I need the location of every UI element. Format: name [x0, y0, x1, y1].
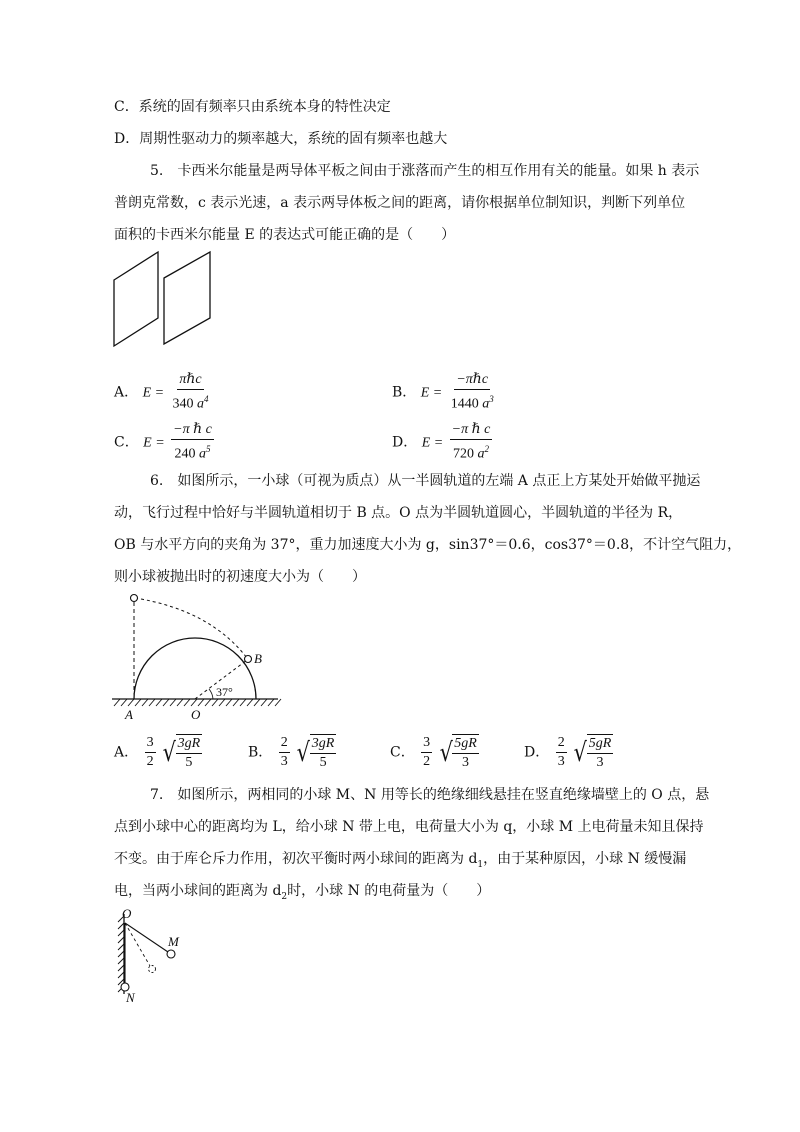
q5-option-b[interactable]: [392, 372, 496, 413]
parallel-plates-figure: [112, 248, 222, 348]
q7-line-3-tail: ，由于某种原因，小球 N 缓慢漏: [483, 851, 687, 867]
q5-line-3: 面积的卡西米尔能量 E 的表达式可能正确的是（ ）: [114, 227, 456, 243]
q5-option-d-fraction: [450, 422, 493, 463]
q5-option-b-lhs: E =: [420, 385, 443, 401]
q5-option-c-label: C．: [114, 434, 139, 451]
label-n: N: [126, 990, 135, 1005]
q5-option-a-fraction: [171, 372, 211, 413]
q7-line-3-text: 不变。由于库仑斥力作用，初次平衡时两小球间的距离为 d: [114, 851, 478, 867]
angle-arc: [209, 689, 213, 699]
q5-option-c-den: 240 $a^5$: [174, 444, 211, 462]
launch-ball: [131, 595, 138, 602]
q6-option-a[interactable]: [114, 734, 202, 771]
q6-line-3: OB 与水平方向的夹角为 37°，重力加速度大小为 g，sin37°＝0.6，cos37°＝0.8，不计空气阻力，: [114, 537, 742, 553]
q5-option-a-num: πℏc: [177, 372, 203, 390]
q5-option-d-label: D．: [392, 434, 418, 451]
q6-line-4: 则小球被抛出时的初速度大小为（ ）: [114, 569, 366, 585]
q5-option-d-lhs: E =: [421, 435, 444, 451]
label-angle: 37°: [216, 685, 233, 699]
ball-m: [167, 950, 175, 958]
option-d-text: D．周期性驱动力的频率越大，系统的固有频率也越大: [114, 131, 448, 147]
q6-option-c-coef: $\frac{3}{2}$: [423, 735, 431, 769]
q6-option-c[interactable]: [390, 734, 479, 771]
q6-option-c-label: C．: [390, 744, 415, 761]
q7-line-4-tail: 时，小球 N 的电荷量为（ ）: [287, 883, 491, 899]
string-dashed: [125, 923, 150, 966]
q7-line-1: 7. 如图所示，两相同的小球 M、N 用等长的绝缘细线悬挂在竖直绝缘墙壁上的 O 点，悬: [150, 787, 710, 803]
q7-line-3: [114, 850, 686, 874]
q5-option-a-label: A．: [114, 384, 139, 401]
q5-option-d-den: 720 $a^2$: [452, 444, 489, 462]
label-m: M: [168, 934, 179, 949]
ball-dashed: [149, 966, 156, 973]
label-o: O: [191, 707, 201, 722]
q5-option-b-num: −πℏc: [454, 372, 490, 390]
label-a: A: [125, 707, 133, 722]
q5-option-b-fraction: [449, 372, 496, 413]
q5-option-a[interactable]: [114, 372, 211, 413]
ground-hatching: [114, 699, 281, 706]
wall-hatching: [118, 916, 124, 992]
q7-d1-sub: 1: [477, 859, 484, 870]
hanging-balls-figure: [110, 906, 200, 1010]
q5-line-2: 普朗克常数，c 表示光速，a 表示两导体板之间的距离，请你根据单位制知识，判断下列单位: [114, 195, 686, 211]
q6-line-1: 6. 如图所示，一小球（可视为质点）从一半圆轨道的左端 A 点正上方某处开始做平抛运: [150, 473, 701, 489]
q6-line-2: 动，飞行过程中恰好与半圆轨道相切于 B 点。O 点为半圆轨道圆心，半圆轨道的半径为 R，: [114, 505, 683, 521]
q6-option-d-coef: $\frac{2}{3}$: [557, 735, 565, 769]
q6-option-b-coef: $\frac{2}{3}$: [280, 735, 288, 769]
q5-option-c[interactable]: [114, 422, 214, 463]
option-c-text: C．系统的固有频率只由系统本身的特性决定: [114, 99, 391, 115]
q6-option-a-label: A．: [114, 744, 139, 761]
point-b-ball: [245, 656, 252, 663]
q5-option-c-fraction: [171, 422, 214, 463]
q5-line-1: 5. 卡西米尔能量是两导体平板之间由于涨落而产生的相互作用有关的能量。如果 h 表示: [150, 163, 700, 179]
plate-right: [164, 252, 210, 344]
q5-option-d-num: −π ℏ c: [450, 422, 493, 440]
q7-line-4: [114, 882, 490, 906]
q5-option-a-den: 340 $a^4$: [172, 394, 209, 412]
q6-option-c-sqrt: √ $\frac{5gR}{3}$: [439, 736, 477, 770]
label-b: B: [254, 651, 262, 666]
string-om: [125, 923, 168, 952]
q6-option-b-label: B．: [248, 744, 273, 761]
q6-option-a-coef: $\frac{3}{2}$: [146, 735, 154, 769]
q5-option-b-label: B．: [392, 384, 417, 401]
q6-option-b-sqrt: √ $\frac{3gR}{5}$: [296, 736, 335, 770]
q5-option-b-den: 1440 $a^3$: [450, 394, 494, 412]
q6-option-d-sqrt: √ $\frac{5gR}{3}$: [573, 736, 612, 770]
q5-option-c-lhs: E =: [143, 435, 165, 451]
q5-option-c-num: −π ℏ c: [171, 422, 214, 440]
q7-line-4-text: 电，当两小球间的距离为 d: [114, 883, 282, 899]
q5-option-d[interactable]: [392, 422, 492, 463]
semicircle-projectile-figure: [110, 590, 290, 725]
q7-d2-sub: 2: [281, 891, 288, 902]
q6-option-b[interactable]: [248, 734, 336, 771]
q5-option-a-lhs: E =: [142, 385, 165, 401]
q6-option-a-sqrt: √ $\frac{3gR}{5}$: [162, 736, 201, 770]
q6-option-d[interactable]: [524, 734, 613, 771]
q6-option-d-label: D．: [524, 744, 550, 761]
q7-line-2: 点到小球中心的距离均为 L，给小球 N 带上电，电荷量大小为 q，小球 M 上电荷量未知且保持: [114, 819, 704, 835]
label-o: O: [122, 906, 132, 921]
plate-left: [114, 252, 158, 346]
